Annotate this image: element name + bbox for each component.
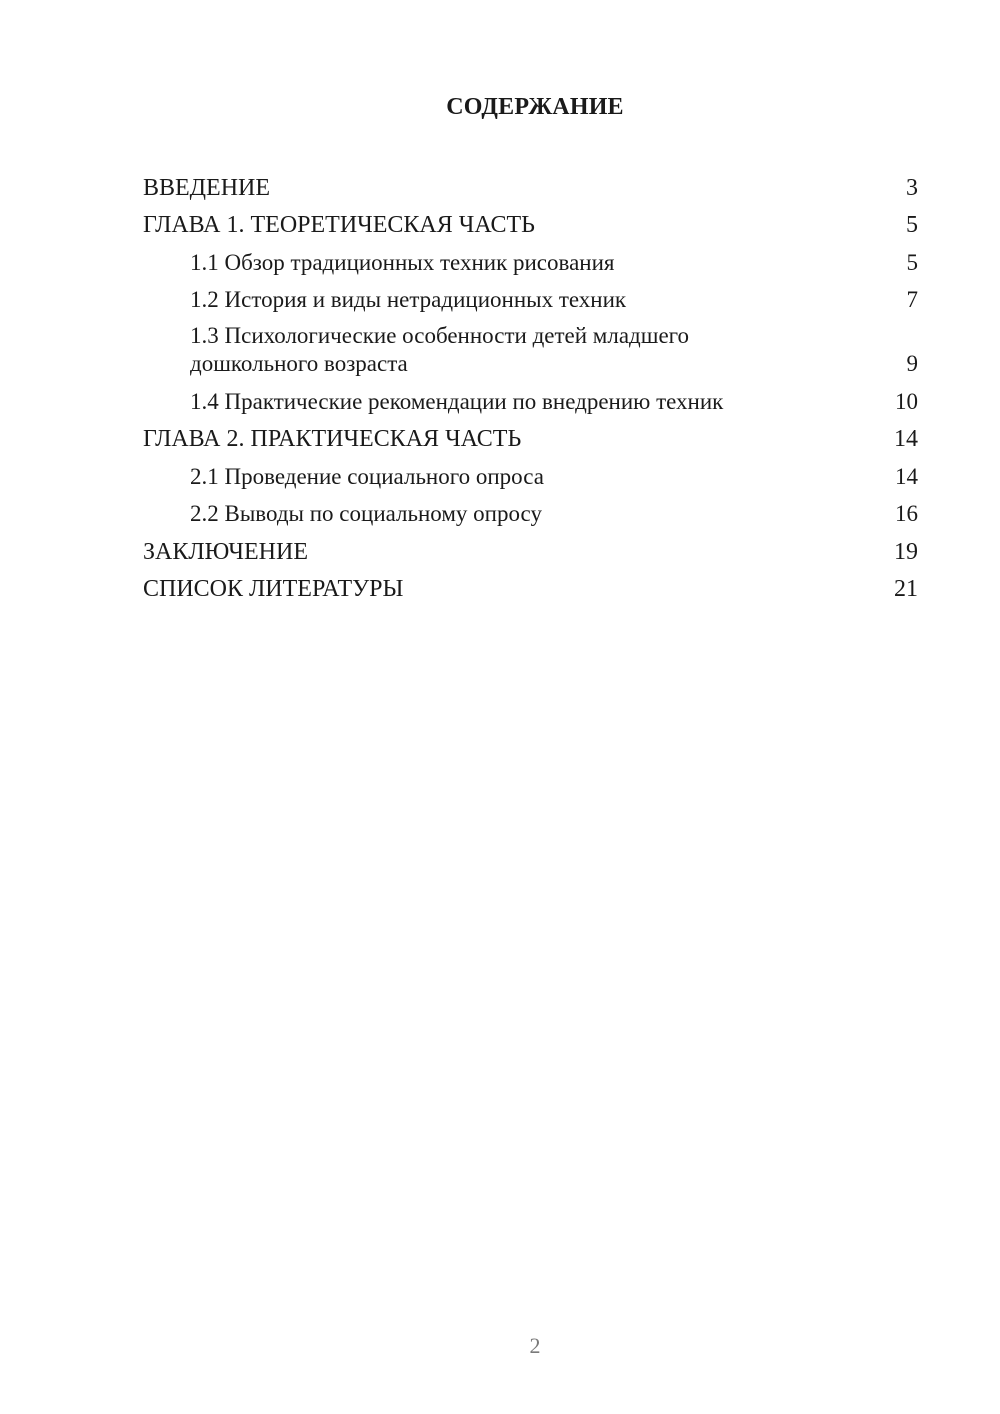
- table-of-contents: [143, 170, 918, 609]
- toc-entry-introduction[interactable]: [143, 170, 918, 208]
- toc-entry-section-1-3[interactable]: [143, 320, 918, 384]
- toc-entry-section-1-4[interactable]: [143, 384, 918, 422]
- toc-entry-page: 3: [906, 174, 918, 201]
- toc-entry-conclusion[interactable]: [143, 534, 918, 572]
- toc-entry-title: ГЛАВА 1. ТЕОРЕТИЧЕСКАЯ ЧАСТЬ: [143, 212, 535, 238]
- toc-entry-title: СПИСОК ЛИТЕРАТУРЫ: [143, 576, 404, 602]
- toc-entry-title: ЗАКЛЮЧЕНИЕ: [143, 538, 308, 565]
- toc-entry-title: 2.1 Проведение социального опроса: [190, 463, 544, 489]
- toc-entry-references[interactable]: [143, 572, 918, 610]
- toc-entry-page: 5: [906, 212, 918, 238]
- toc-entry-title: 2.2 Выводы по социальному опросу: [190, 501, 542, 526]
- toc-entry-section-1-1[interactable]: [143, 245, 918, 283]
- toc-entry-title: 1.3 Психологические особенности детей младшего дошкольного возраста: [190, 323, 690, 376]
- toc-entry-page: 14: [894, 426, 918, 452]
- toc-entry-title: 1.2 История и виды нетрадиционных техник: [190, 287, 627, 312]
- toc-entry-section-2-1[interactable]: [143, 459, 918, 497]
- toc-entry-title: 1.1 Обзор традиционных техник рисования: [190, 249, 615, 275]
- toc-entry-page: 9: [906, 351, 918, 376]
- toc-entry-section-2-2[interactable]: [143, 497, 918, 535]
- toc-entry-chapter-1[interactable]: [143, 208, 918, 246]
- toc-entry-section-1-2[interactable]: [143, 283, 918, 321]
- toc-entry-page: 14: [895, 463, 918, 489]
- toc-entry-chapter-2[interactable]: [143, 422, 918, 460]
- toc-entry-title: ВВЕДЕНИЕ: [143, 174, 271, 201]
- toc-entry-page: 10: [895, 388, 918, 414]
- page-title: СОДЕРЖАНИЕ: [446, 94, 624, 120]
- toc-entry-page: 7: [906, 287, 918, 312]
- toc-entry-page: 5: [906, 249, 918, 275]
- toc-entry-page: 21: [894, 576, 918, 602]
- toc-entry-title: ГЛАВА 2. ПРАКТИЧЕСКАЯ ЧАСТЬ: [143, 426, 522, 452]
- page-number: 2: [529, 1333, 541, 1358]
- toc-entry-page: 16: [895, 501, 918, 526]
- toc-entry-title: 1.4 Практические рекомендации по внедрению техник: [190, 388, 724, 414]
- toc-entry-page: 19: [894, 538, 918, 565]
